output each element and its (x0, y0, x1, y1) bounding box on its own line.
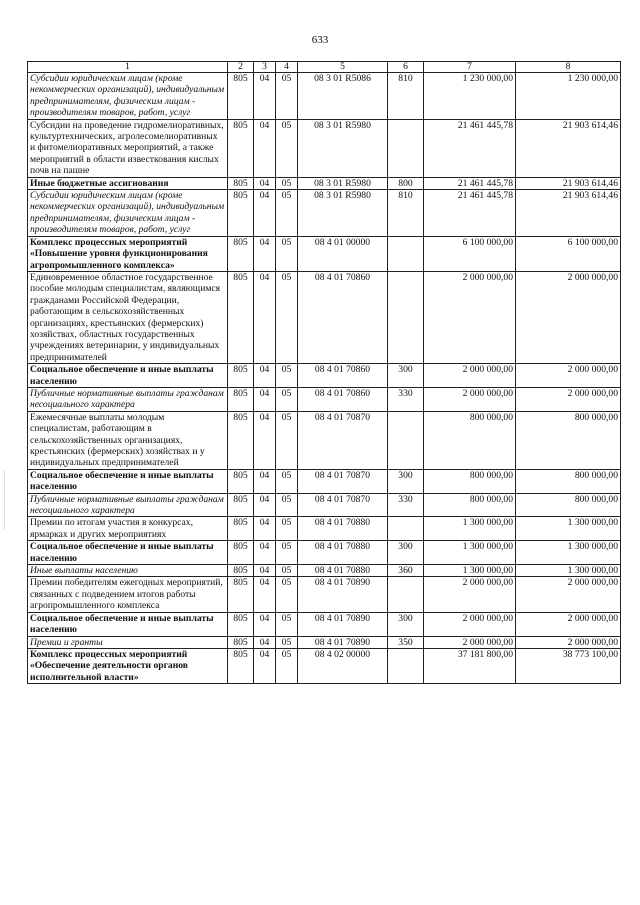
table-row (28, 177, 621, 189)
section-code-cell: 04 (254, 648, 276, 683)
section-code-cell: 04 (254, 469, 276, 493)
subsection-code-cell: 05 (276, 177, 298, 189)
table-row (28, 565, 621, 577)
amount-year-1-cell: 800 000,00 (424, 411, 516, 469)
item-name-cell: Комплекс процессных мероприятий «Обеспечение деятельности органов исполнительной власти» (28, 648, 228, 683)
target-article-code-cell: 08 3 01 R5980 (298, 177, 388, 189)
column-header: 3 (254, 62, 276, 73)
amount-year-2-cell: 2 000 000,00 (516, 636, 621, 648)
table-row (28, 493, 621, 517)
table-row (28, 73, 621, 120)
table-row (28, 387, 621, 411)
ministry-code-cell: 805 (228, 541, 254, 565)
column-header: 6 (388, 62, 424, 73)
target-article-code-cell: 08 4 01 70870 (298, 411, 388, 469)
column-header: 2 (228, 62, 254, 73)
expense-type-code-cell: 330 (388, 493, 424, 517)
amount-year-2-cell: 1 230 000,00 (516, 73, 621, 120)
amount-year-1-cell: 2 000 000,00 (424, 577, 516, 612)
section-code-cell: 04 (254, 236, 276, 271)
item-name-cell: Иные выплаты населению (28, 565, 228, 577)
subsection-code-cell: 05 (276, 517, 298, 541)
subsection-code-cell: 05 (276, 469, 298, 493)
amount-year-1-cell: 2 000 000,00 (424, 636, 516, 648)
subsection-code-cell: 05 (276, 577, 298, 612)
amount-year-1-cell: 2 000 000,00 (424, 387, 516, 411)
subsection-code-cell: 05 (276, 411, 298, 469)
amount-year-1-cell: 1 300 000,00 (424, 541, 516, 565)
subsection-code-cell: 05 (276, 73, 298, 120)
table-body (28, 73, 621, 684)
page-number: 633 (311, 34, 329, 46)
item-name-cell: Субсидии юридическим лицам (кроме некоммерческих организаций), индивидуальным предпринимателям, физическим лицам - производителям товаров, работ, услуг (28, 73, 228, 120)
table-row (28, 612, 621, 636)
table-row (28, 271, 621, 363)
amount-year-2-cell: 2 000 000,00 (516, 612, 621, 636)
section-code-cell: 04 (254, 493, 276, 517)
expense-type-code-cell: 810 (388, 73, 424, 120)
ministry-code-cell: 805 (228, 648, 254, 683)
section-code-cell: 04 (254, 271, 276, 363)
header-row (28, 62, 621, 73)
target-article-code-cell: 08 4 01 70860 (298, 387, 388, 411)
item-name-cell: Премии по итогам участия в конкурсах, ярмарках и других мероприятиях (28, 517, 228, 541)
ministry-code-cell: 805 (228, 517, 254, 541)
table-row (28, 541, 621, 565)
expense-type-code-cell: 330 (388, 387, 424, 411)
column-header: 7 (424, 62, 516, 73)
item-name-cell: Единовременное областное государственное пособие молодым специалистам, являющимся гражданами Российской Федерации, работающим в сельскохозяйственных организациях, крестьянских (фермерских) хозяйствах, областных государственных учреждениях ветеринарии, у индивидуальных предпринимателей (28, 271, 228, 363)
item-name-cell: Социальное обеспечение и иные выплаты населению (28, 469, 228, 493)
expense-type-code-cell (388, 577, 424, 612)
expense-type-code-cell: 810 (388, 190, 424, 237)
target-article-code-cell: 08 4 02 00000 (298, 648, 388, 683)
item-name-cell: Социальное обеспечение и иные выплаты населению (28, 364, 228, 388)
target-article-code-cell: 08 4 01 70880 (298, 517, 388, 541)
section-code-cell: 04 (254, 364, 276, 388)
subsection-code-cell: 05 (276, 236, 298, 271)
expense-type-code-cell: 350 (388, 636, 424, 648)
amount-year-1-cell: 2 000 000,00 (424, 612, 516, 636)
subsection-code-cell: 05 (276, 541, 298, 565)
table-row (28, 517, 621, 541)
expense-type-code-cell: 300 (388, 612, 424, 636)
ministry-code-cell: 805 (228, 236, 254, 271)
item-name-cell: Субсидии юридическим лицам (кроме некоммерческих организаций), индивидуальным предпринимателям, физическим лицам - производителям товаров, работ, услуг (28, 190, 228, 237)
subsection-code-cell: 05 (276, 565, 298, 577)
amount-year-2-cell: 21 903 614,46 (516, 119, 621, 177)
expense-type-code-cell (388, 119, 424, 177)
table-row (28, 190, 621, 237)
section-code-cell: 04 (254, 177, 276, 189)
section-code-cell: 04 (254, 577, 276, 612)
amount-year-1-cell: 21 461 445,78 (424, 119, 516, 177)
budget-table (27, 61, 621, 684)
target-article-code-cell: 08 4 01 70890 (298, 636, 388, 648)
subsection-code-cell: 05 (276, 648, 298, 683)
amount-year-2-cell: 21 903 614,46 (516, 177, 621, 189)
item-name-cell: Публичные нормативные выплаты гражданам несоциального характера (28, 387, 228, 411)
subsection-code-cell: 05 (276, 364, 298, 388)
ministry-code-cell: 805 (228, 493, 254, 517)
amount-year-2-cell: 800 000,00 (516, 493, 621, 517)
section-code-cell: 04 (254, 411, 276, 469)
section-code-cell: 04 (254, 565, 276, 577)
amount-year-1-cell: 21 461 445,78 (424, 177, 516, 189)
subsection-code-cell: 05 (276, 493, 298, 517)
amount-year-1-cell: 6 100 000,00 (424, 236, 516, 271)
amount-year-1-cell: 2 000 000,00 (424, 364, 516, 388)
item-name-cell: Ежемесячные выплаты молодым специалистам, работающим в сельскохозяйственных организациях, крестьянских (фермерских) хозяйствах и у индивидуальных предпринимателей (28, 411, 228, 469)
amount-year-2-cell: 2 000 000,00 (516, 271, 621, 363)
target-article-code-cell: 08 3 01 R5980 (298, 119, 388, 177)
subsection-code-cell: 05 (276, 190, 298, 237)
amount-year-2-cell: 38 773 100,00 (516, 648, 621, 683)
subsection-code-cell: 05 (276, 387, 298, 411)
amount-year-2-cell: 1 300 000,00 (516, 541, 621, 565)
column-header: 8 (516, 62, 621, 73)
item-name-cell: Премии и гранты (28, 636, 228, 648)
ministry-code-cell: 805 (228, 271, 254, 363)
expense-type-code-cell (388, 411, 424, 469)
item-name-cell: Публичные нормативные выплаты гражданам несоциального характера (28, 493, 228, 517)
item-name-cell: Субсидии на проведение гидромелиоративных, культуртехнических, агролесомелиоративных и фитомелиоративных мероприятий, а также мероприятий в области известкования кислых почв на пашне (28, 119, 228, 177)
ministry-code-cell: 805 (228, 119, 254, 177)
section-code-cell: 04 (254, 541, 276, 565)
amount-year-2-cell: 2 000 000,00 (516, 387, 621, 411)
expense-type-code-cell (388, 517, 424, 541)
amount-year-2-cell: 1 300 000,00 (516, 517, 621, 541)
target-article-code-cell: 08 4 01 70880 (298, 541, 388, 565)
section-code-cell: 04 (254, 73, 276, 120)
ministry-code-cell: 805 (228, 364, 254, 388)
amount-year-2-cell: 800 000,00 (516, 411, 621, 469)
expense-type-code-cell: 300 (388, 469, 424, 493)
ministry-code-cell: 805 (228, 411, 254, 469)
expense-type-code-cell: 360 (388, 565, 424, 577)
table-row (28, 364, 621, 388)
amount-year-1-cell: 800 000,00 (424, 493, 516, 517)
target-article-code-cell: 08 4 01 70860 (298, 271, 388, 363)
section-code-cell: 04 (254, 612, 276, 636)
ministry-code-cell: 805 (228, 387, 254, 411)
section-code-cell: 04 (254, 387, 276, 411)
amount-year-1-cell: 800 000,00 (424, 469, 516, 493)
expense-type-code-cell (388, 271, 424, 363)
ministry-code-cell: 805 (228, 612, 254, 636)
item-name-cell: Премии победителям ежегодных мероприятий, связанных с подведением итогов работы агропромышленного комплекса (28, 577, 228, 612)
subsection-code-cell: 05 (276, 271, 298, 363)
ministry-code-cell: 805 (228, 577, 254, 612)
table-row (28, 236, 621, 271)
section-code-cell: 04 (254, 517, 276, 541)
section-code-cell: 04 (254, 190, 276, 237)
amount-year-2-cell: 1 300 000,00 (516, 565, 621, 577)
amount-year-1-cell: 37 181 800,00 (424, 648, 516, 683)
target-article-code-cell: 08 4 01 70870 (298, 469, 388, 493)
target-article-code-cell: 08 3 01 R5086 (298, 73, 388, 120)
amount-year-1-cell: 1 230 000,00 (424, 73, 516, 120)
expense-type-code-cell (388, 236, 424, 271)
ministry-code-cell: 805 (228, 73, 254, 120)
target-article-code-cell: 08 4 01 70860 (298, 364, 388, 388)
item-name-cell: Социальное обеспечение и иные выплаты населению (28, 612, 228, 636)
amount-year-2-cell: 800 000,00 (516, 469, 621, 493)
expense-type-code-cell: 800 (388, 177, 424, 189)
amount-year-2-cell: 2 000 000,00 (516, 364, 621, 388)
amount-year-1-cell: 1 300 000,00 (424, 517, 516, 541)
subsection-code-cell: 05 (276, 612, 298, 636)
amount-year-2-cell: 6 100 000,00 (516, 236, 621, 271)
ministry-code-cell: 805 (228, 177, 254, 189)
table-row (28, 648, 621, 683)
item-name-cell: Комплекс процессных мероприятий «Повышение уровня функционирования агропромышленного комплекса» (28, 236, 228, 271)
amount-year-1-cell: 1 300 000,00 (424, 565, 516, 577)
column-header: 5 (298, 62, 388, 73)
scan-margin-mark (4, 470, 5, 530)
table-row (28, 119, 621, 177)
section-code-cell: 04 (254, 636, 276, 648)
section-code-cell: 04 (254, 119, 276, 177)
subsection-code-cell: 05 (276, 636, 298, 648)
column-header: 1 (28, 62, 228, 73)
target-article-code-cell: 08 4 01 70870 (298, 493, 388, 517)
expense-type-code-cell: 300 (388, 541, 424, 565)
target-article-code-cell: 08 4 01 70890 (298, 612, 388, 636)
ministry-code-cell: 805 (228, 469, 254, 493)
target-article-code-cell: 08 4 01 00000 (298, 236, 388, 271)
amount-year-1-cell: 21 461 445,78 (424, 190, 516, 237)
amount-year-2-cell: 21 903 614,46 (516, 190, 621, 237)
table-row (28, 636, 621, 648)
amount-year-2-cell: 2 000 000,00 (516, 577, 621, 612)
ministry-code-cell: 805 (228, 636, 254, 648)
table-row (28, 577, 621, 612)
item-name-cell: Социальное обеспечение и иные выплаты населению (28, 541, 228, 565)
expense-type-code-cell: 300 (388, 364, 424, 388)
target-article-code-cell: 08 4 01 70880 (298, 565, 388, 577)
column-header: 4 (276, 62, 298, 73)
table-row (28, 411, 621, 469)
amount-year-1-cell: 2 000 000,00 (424, 271, 516, 363)
target-article-code-cell: 08 4 01 70890 (298, 577, 388, 612)
expense-type-code-cell (388, 648, 424, 683)
subsection-code-cell: 05 (276, 119, 298, 177)
ministry-code-cell: 805 (228, 565, 254, 577)
table-row (28, 469, 621, 493)
target-article-code-cell: 08 3 01 R5980 (298, 190, 388, 237)
ministry-code-cell: 805 (228, 190, 254, 237)
item-name-cell: Иные бюджетные ассигнования (28, 177, 228, 189)
